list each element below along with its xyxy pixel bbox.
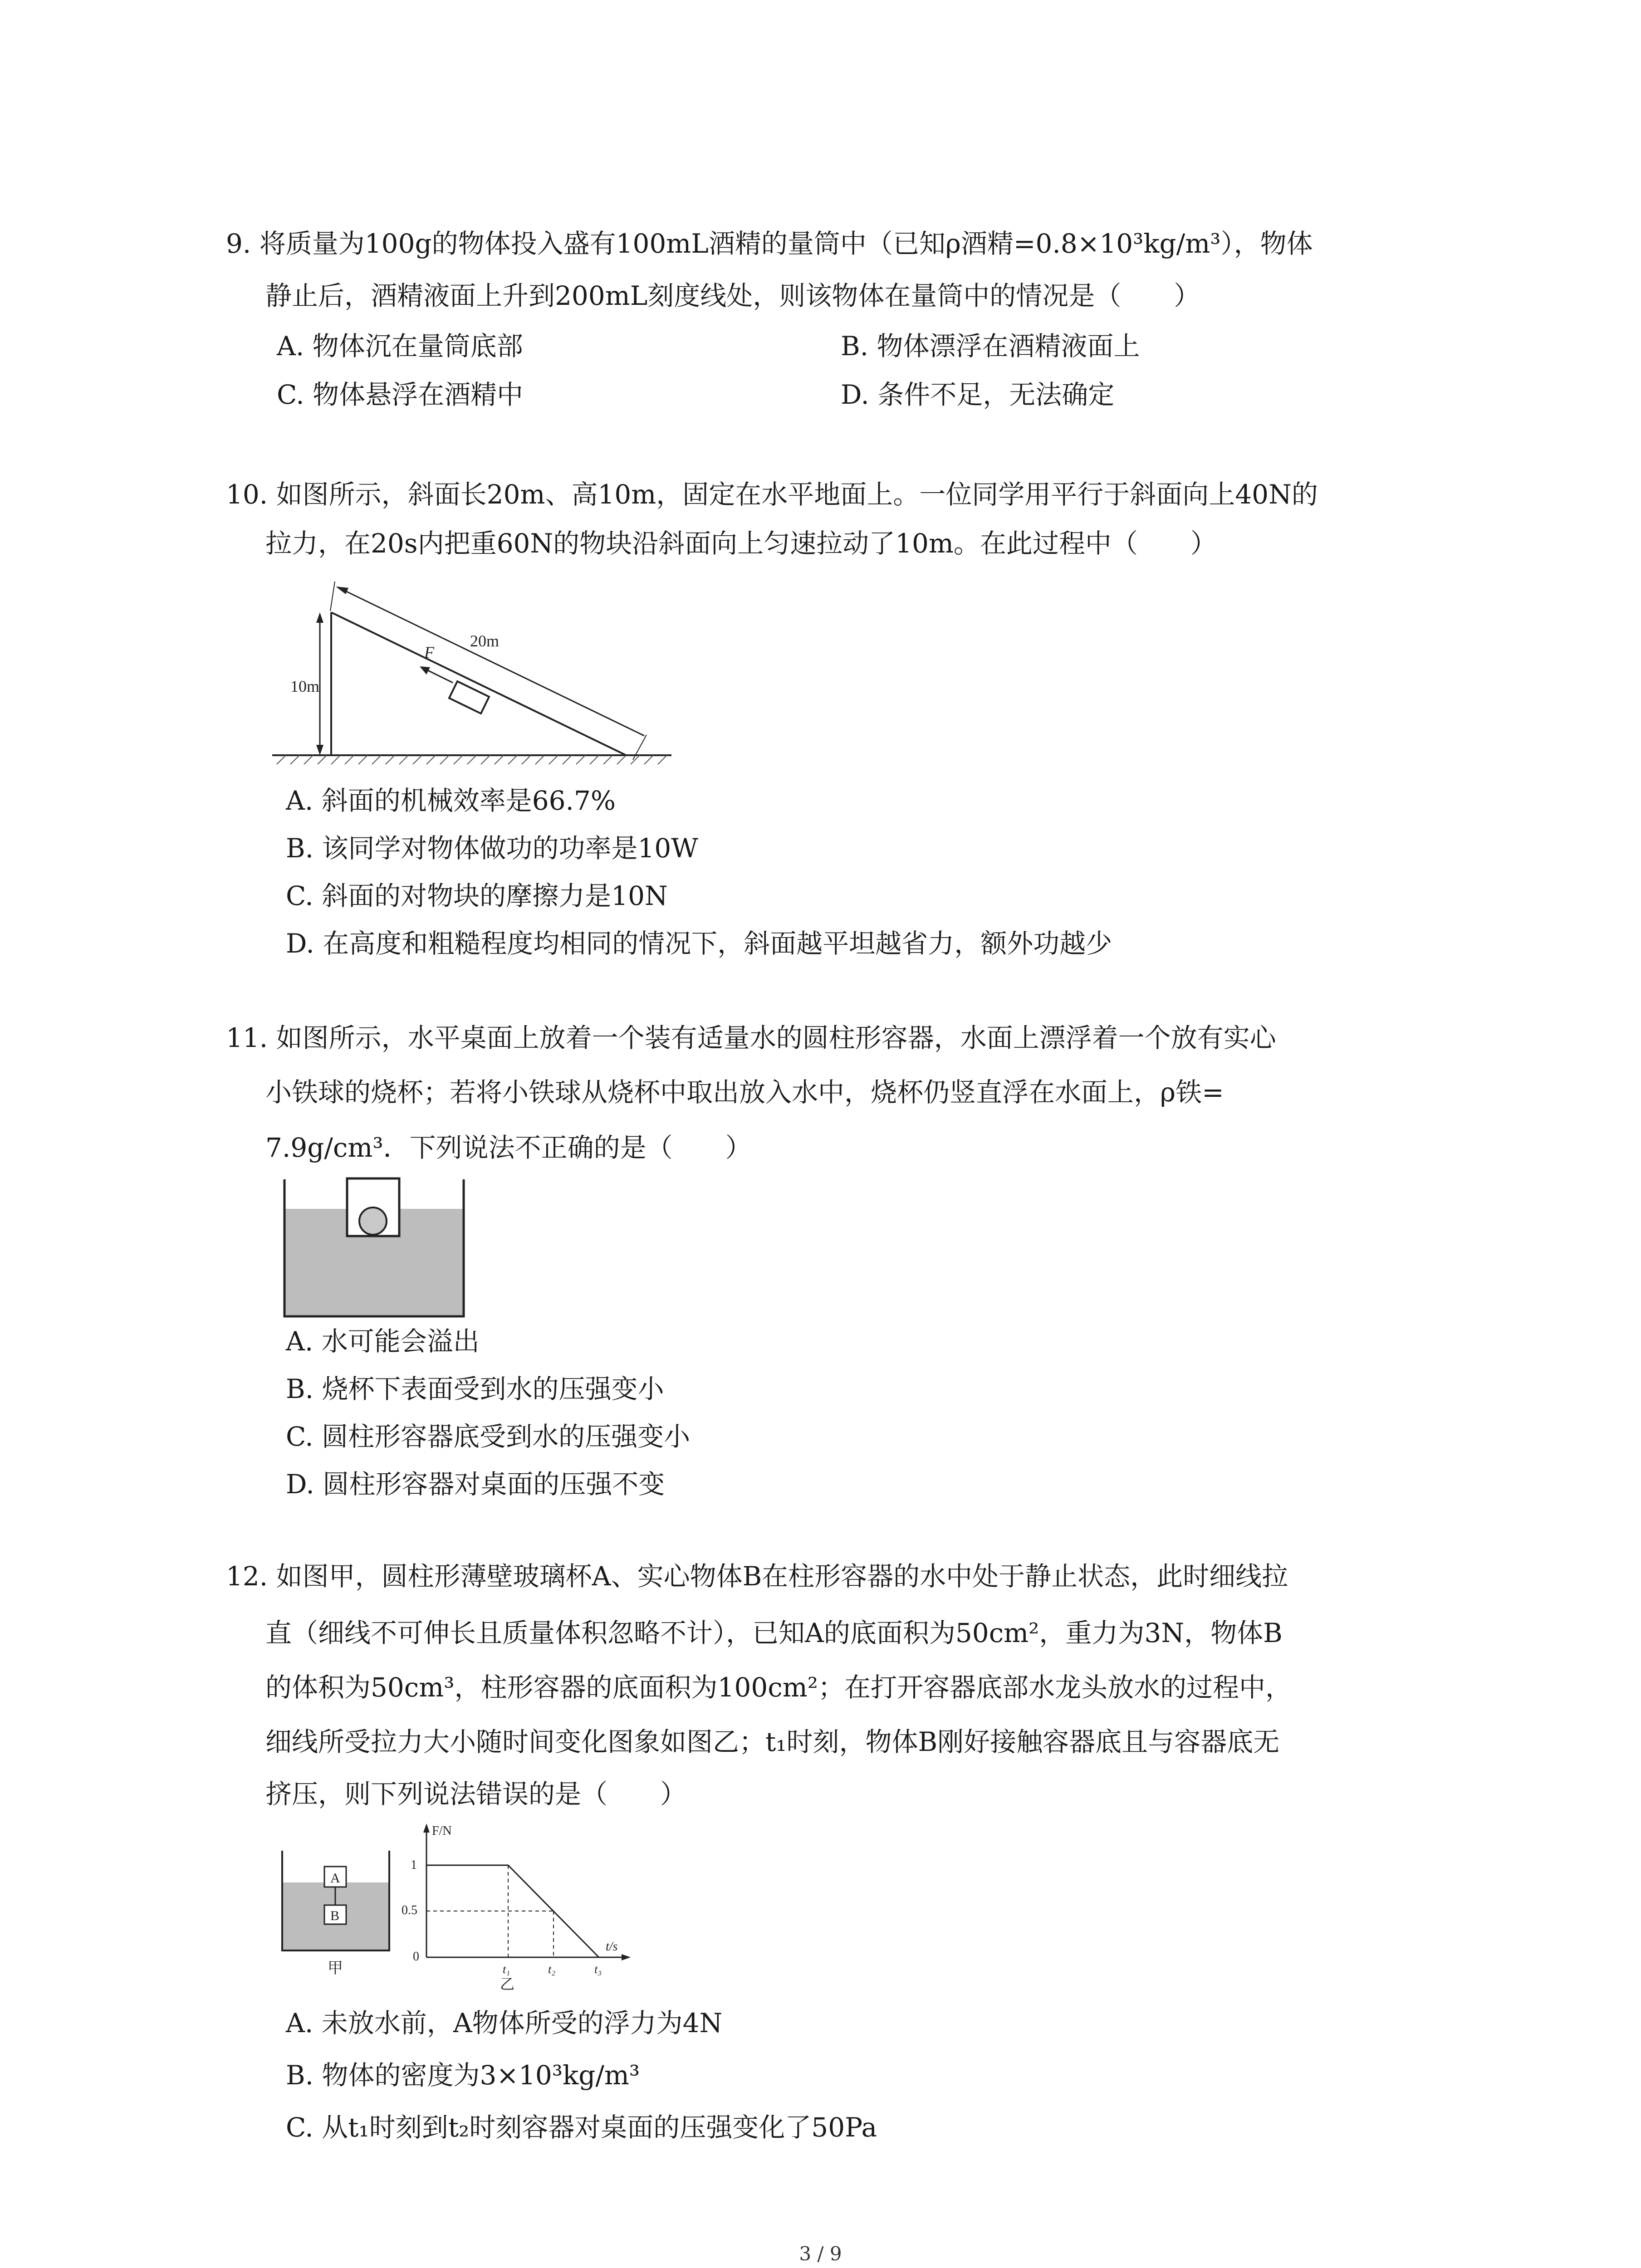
q11-option-a: A. 水可能会溢出 <box>286 1326 480 1357</box>
q9-option-b: B. 物体漂浮在酒精液面上 <box>841 331 1140 362</box>
length-label: 20m <box>470 632 500 650</box>
x-tick-t1: t₁ <box>503 1963 510 1976</box>
q11-stem-line3: 7.9g/cm³．下列说法不正确的是（ ） <box>265 1132 752 1163</box>
q9-option-d: D. 条件不足，无法确定 <box>841 379 1115 410</box>
box-a-label: A <box>330 1871 340 1886</box>
q12-stem-line3: 的体积为50cm³，柱形容器的底面积为100cm²；在打开容器底部水龙头放水的过程中， <box>265 1672 1292 1703</box>
q12-option-b: B. 物体的密度为3×10³kg/m³ <box>286 2060 640 2091</box>
q9-option-c: C. 物体悬浮在酒精中 <box>277 379 524 410</box>
force-time-graph <box>399 1819 635 1991</box>
q10-option-c: C. 斜面的对物块的摩擦力是10N <box>286 880 668 911</box>
q10-option-b: B. 该同学对物体做功的功率是10W <box>286 833 698 864</box>
q10-stem-line2: 拉力，在20s内把重60N的物块沿斜面向上匀速拉动了10m。在此过程中（ ） <box>265 528 1217 559</box>
beaker-figure <box>279 1175 470 1320</box>
q12-stem-line1: 12. 如图甲，圆柱形薄壁玻璃杯A、实心物体B在柱形容器的水中处于静止状态，此时细线拉 <box>226 1561 1288 1592</box>
q11-option-b: B. 烧杯下表面受到水的压强变小 <box>286 1374 664 1404</box>
q10-stem-line1: 10. 如图所示，斜面长20m、高10m，固定在水平地面上。一位同学用平行于斜面向上40N的 <box>226 479 1318 510</box>
x-tick-t2: t₂ <box>548 1963 556 1976</box>
x-tick-t3: t₃ <box>594 1963 602 1976</box>
height-label: 10m <box>290 677 320 695</box>
incline-figure <box>268 569 676 773</box>
q11-option-c: C. 圆柱形容器底受到水的压强变小 <box>286 1421 691 1452</box>
box-b-label: B <box>330 1908 340 1923</box>
y-tick-1: 1 <box>411 1858 417 1872</box>
q9-stem-line2: 静止后，酒精液面上升到200mL刻度线处，则该物体在量筒中的情况是（ ） <box>265 280 1200 311</box>
q9-option-a: A. 物体沉在量筒底部 <box>277 331 523 362</box>
q9-stem-line1: 9. 将质量为100g的物体投入盛有100mL酒精的量筒中（已知ρ酒精=0.8×10³kg/m³），物体 <box>226 228 1313 259</box>
q12-stem-line4: 细线所受拉力大小随时间变化图象如图乙；t₁时刻，物体B刚好接触容器底且与容器底无 <box>265 1726 1280 1757</box>
force-label: F <box>424 643 434 661</box>
caption-jia: 甲 <box>328 1960 343 1977</box>
q11-stem-line2: 小铁球的烧杯；若将小铁球从烧杯中取出放入水中，烧杯仍竖直浮在水面上，ρ铁= <box>265 1077 1224 1108</box>
q11-option-d: D. 圆柱形容器对桌面的压强不变 <box>286 1469 665 1500</box>
q11-stem-line1: 11. 如图所示，水平桌面上放着一个装有适量水的圆柱形容器，水面上漂浮着一个放有实心 <box>226 1022 1276 1053</box>
container-figure-jia <box>277 1842 395 1978</box>
q12-stem-line2: 直（细线不可伸长且质量体积忽略不计），已知A的底面积为50cm²，重力为3N，物体B <box>265 1618 1283 1648</box>
q10-option-a: A. 斜面的机械效率是66.7% <box>286 785 616 816</box>
q12-option-c: C. 从t₁时刻到t₂时刻容器对桌面的压强变化了50Pa <box>286 2112 877 2143</box>
y-tick-0-5: 0.5 <box>402 1903 417 1917</box>
force-curve <box>426 1865 599 1957</box>
page-number: 3 / 9 <box>799 2243 842 2265</box>
q12-stem-line5: 挤压，则下列说法错误的是（ ） <box>265 1779 687 1809</box>
y-axis-label: F/N <box>432 1824 452 1838</box>
x-axis-label: t/s <box>606 1940 618 1954</box>
y-tick-0: 0 <box>413 1950 419 1964</box>
caption-yi: 乙 <box>500 1976 515 1991</box>
q10-option-d: D. 在高度和粗糙程度均相同的情况下，斜面越平坦越省力，额外功越少 <box>286 928 1112 959</box>
q12-option-a: A. 未放水前，A物体所受的浮力为4N <box>286 2008 723 2038</box>
